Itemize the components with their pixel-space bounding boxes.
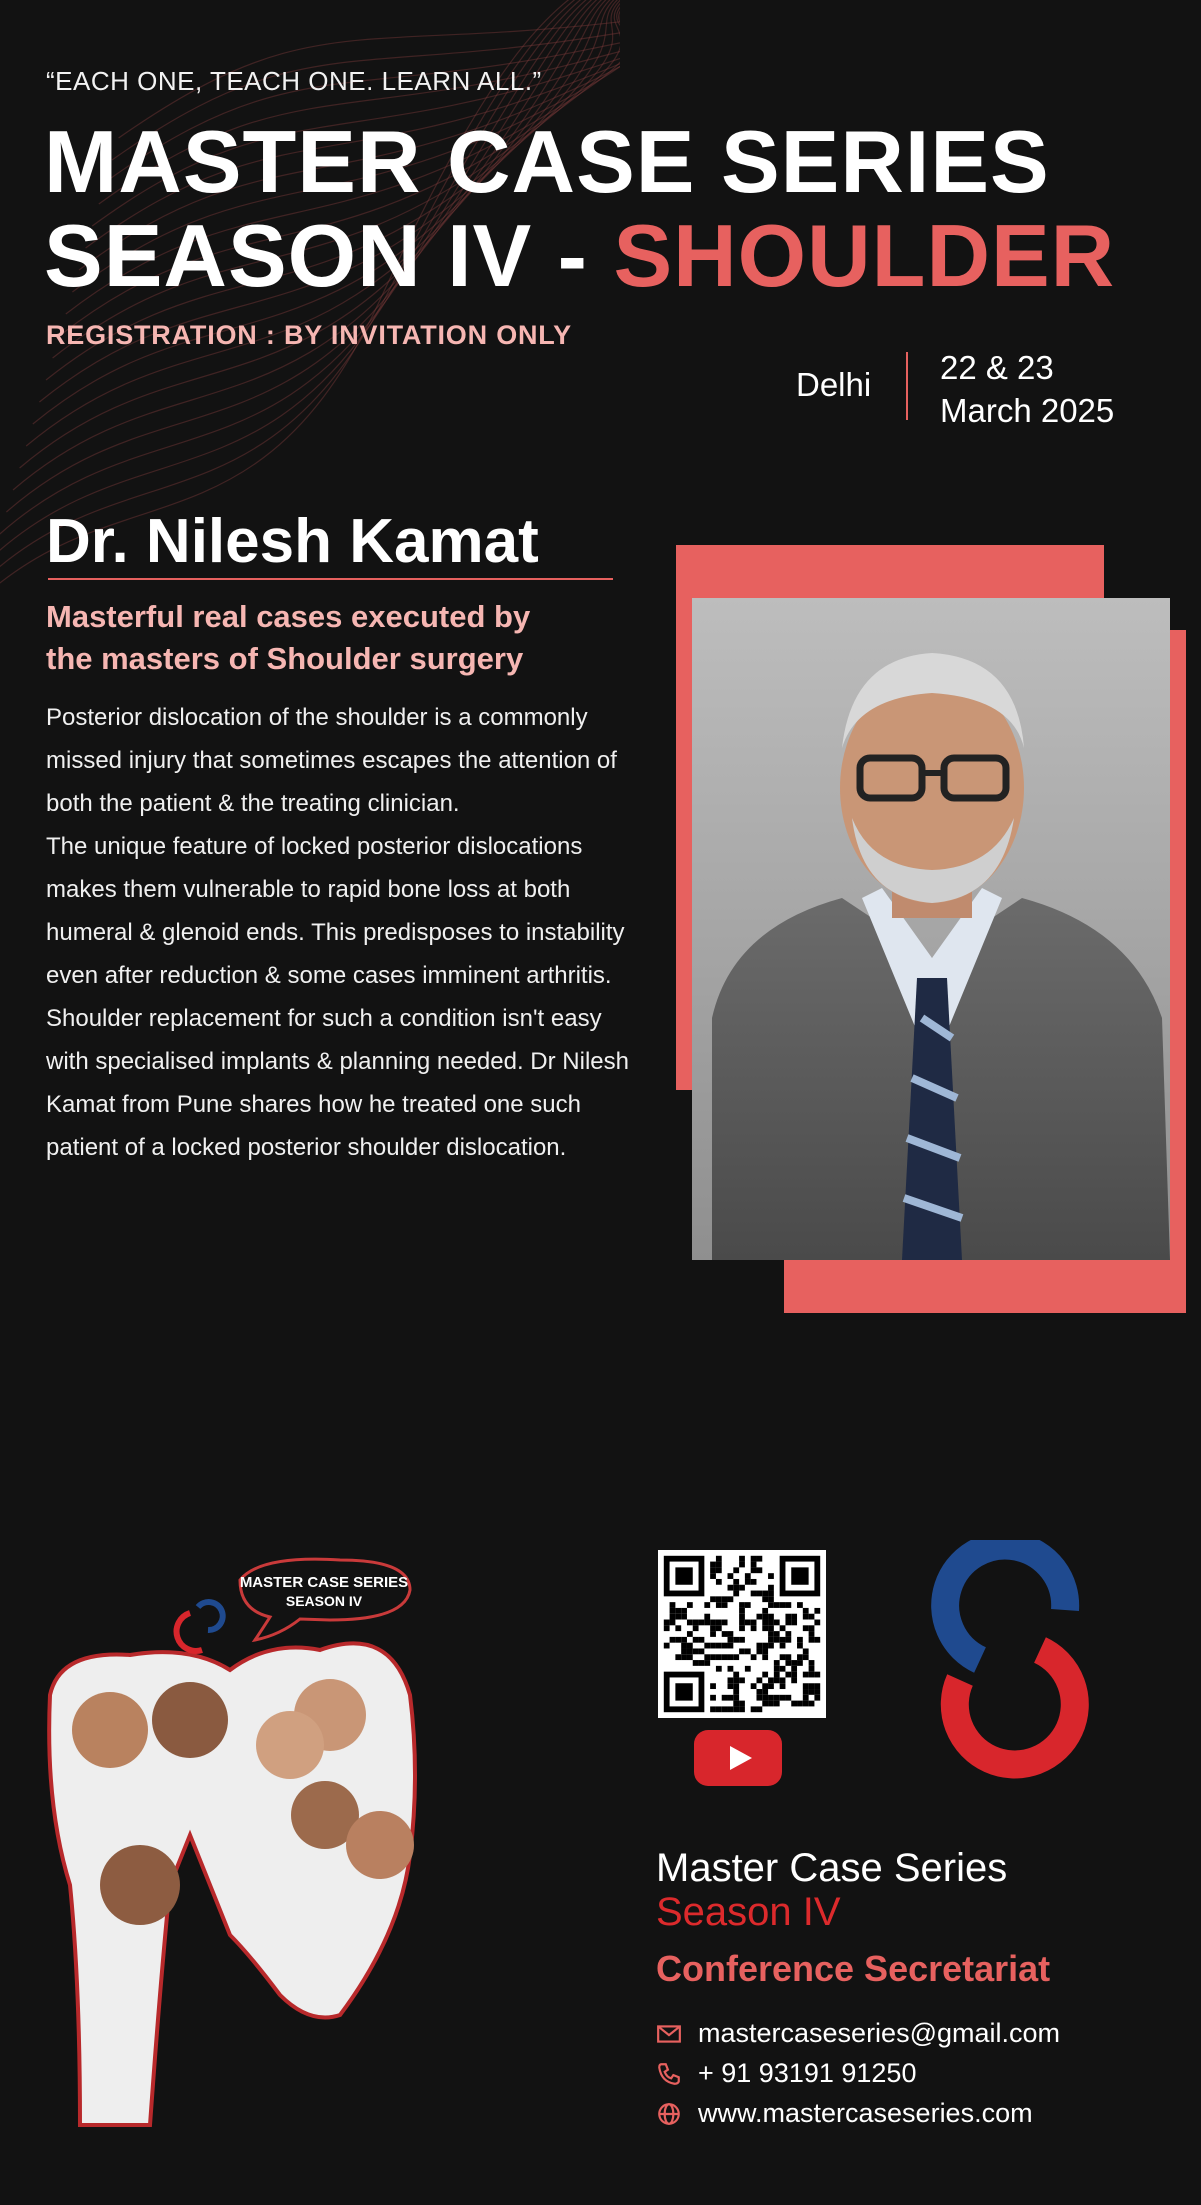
tagline: “EACH ONE, TEACH ONE. LEARN ALL.” xyxy=(46,66,542,96)
speaker-photo xyxy=(692,598,1170,1260)
master-case-series-logo xyxy=(920,1540,1100,1790)
organizer-name: Master Case Series xyxy=(656,1846,1008,1890)
contact-website[interactable] xyxy=(656,2098,1033,2129)
speaker-name: Dr. Nilesh Kamat xyxy=(46,507,539,576)
youtube-icon[interactable] xyxy=(694,1730,782,1786)
event-city: Delhi xyxy=(796,366,872,403)
subtitle-line-2: the masters of Shoulder surgery xyxy=(46,641,524,676)
registration-note: REGISTRATION : BY INVITATION ONLY xyxy=(46,320,572,350)
description-paragraph-1: Posterior dislocation of the shoulder is a commonly missed injury that sometimes escapes the attention of both the patient & the treating clinician. xyxy=(46,704,617,817)
event-dates xyxy=(940,346,1114,432)
collage-mini-logo-blue xyxy=(198,1602,223,1630)
phone-text[interactable]: + 91 93191 91250 xyxy=(698,2058,917,2088)
secretariat-heading: Conference Secretariat xyxy=(656,1948,1051,1989)
organizer-season: Season IV xyxy=(656,1890,841,1934)
collage-mini-logo-red xyxy=(177,1613,202,1651)
title-line-2 xyxy=(44,206,1116,305)
contact-phone[interactable] xyxy=(656,2058,916,2089)
speaker-subtitle xyxy=(46,596,530,680)
speaker-portrait-illustration xyxy=(692,598,1170,1260)
speakers-collage xyxy=(40,1555,580,2130)
contact-email[interactable] xyxy=(656,2018,1060,2049)
event-date-month: March 2025 xyxy=(940,392,1115,429)
event-date-days: 22 & 23 xyxy=(940,349,1054,386)
email-text[interactable]: mastercaseseries@gmail.com xyxy=(698,2018,1061,2048)
speaker-underline xyxy=(48,578,613,580)
qr-code[interactable] xyxy=(658,1550,826,1718)
subtitle-line-1: Masterful real cases executed by xyxy=(46,599,531,634)
collage-badge-title: MASTER CASE SERIES xyxy=(239,1574,409,1591)
case-description xyxy=(46,696,646,1169)
description-paragraph-2: The unique feature of locked posterior dislocations makes them vulnerable to rapid bone loss at both humeral & glenoid ends. This predisposes to instability even after reduction & some cases imminent arthritis. Shoulder replacement for such a condition isn't easy with specialised implants & planning needed. Dr Nilesh Kamat from Pune shares how he treated one such patient of a locked posterior shoulder dislocation. xyxy=(46,833,629,1161)
collage-badge-season: SEASON IV xyxy=(285,1593,363,1609)
globe-icon xyxy=(656,2101,682,2127)
event-divider xyxy=(906,352,908,420)
title-season: SEASON IV - xyxy=(44,206,588,305)
title-topic: SHOULDER xyxy=(613,206,1116,305)
title-line-1: MASTER CASE SERIES xyxy=(44,112,1050,211)
mail-icon xyxy=(656,2021,682,2047)
phone-icon xyxy=(656,2061,682,2087)
website-text[interactable]: www.mastercaseseries.com xyxy=(698,2098,1033,2128)
